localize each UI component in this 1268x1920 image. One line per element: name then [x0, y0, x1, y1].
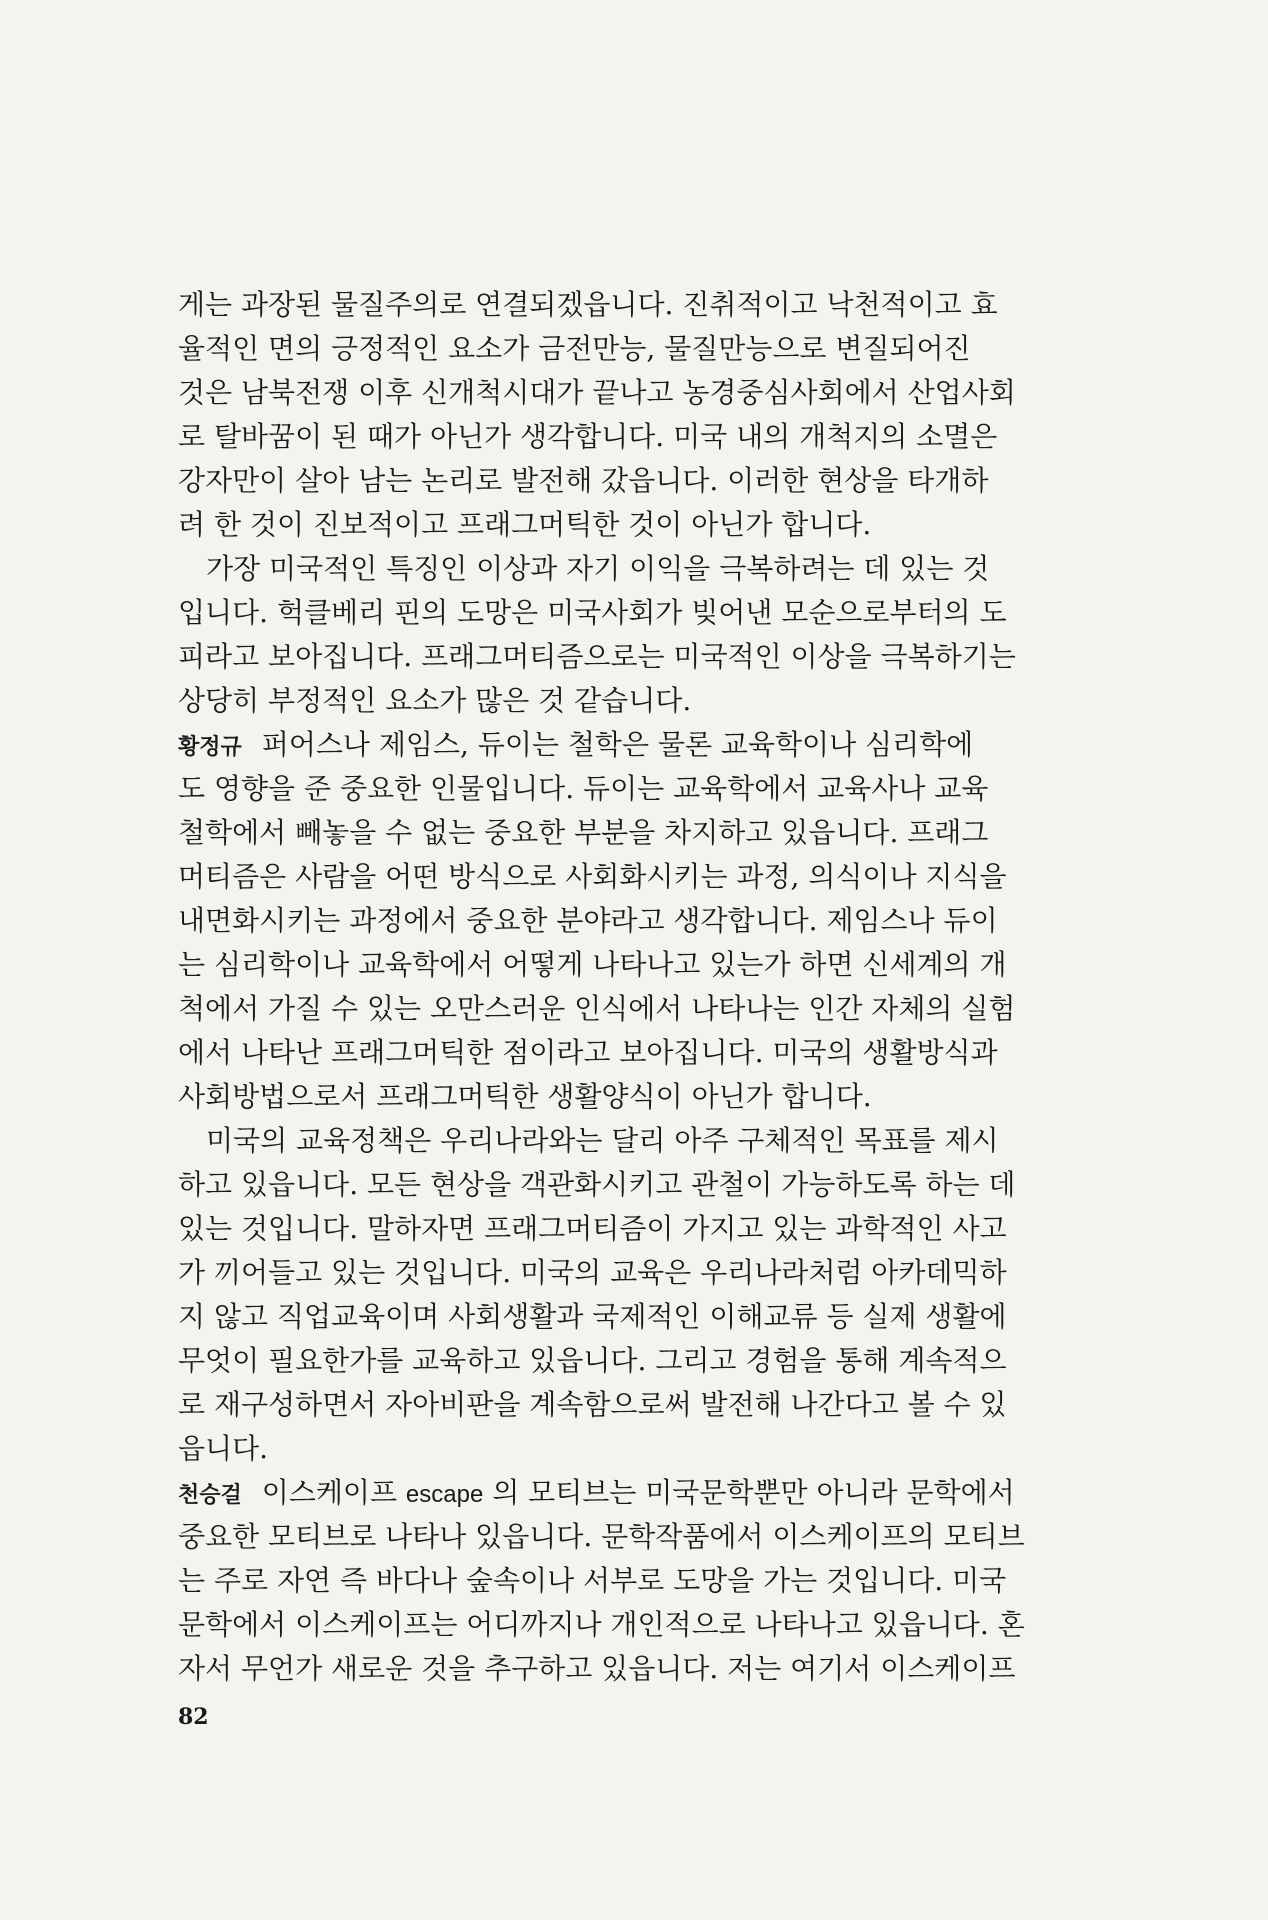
text-line: 는 심리학이나 교육학에서 어떻게 나타나고 있는가 하면 신세계의 개 [178, 948, 1007, 981]
text-line: 로 탈바꿈이 된 때가 아닌가 생각합니다. 미국 내의 개척지의 소멸은 [178, 420, 998, 453]
text-line: 머티즘은 사람을 어떤 방식으로 사회화시키는 과정, 의식이나 지식을 [178, 860, 1007, 893]
text-line: 사회방법으로서 프래그머틱한 생활양식이 아닌가 합니다. [178, 1080, 872, 1113]
paragraph-5 [178, 1471, 1140, 1691]
text-line: 자서 무언가 새로운 것을 추구하고 있읍니다. 저는 여기서 이스케이프 [178, 1652, 1016, 1685]
speaker-name: 황정규 [178, 735, 242, 760]
text-line: 읍니다. [178, 1432, 269, 1465]
text-line: 피라고 보아집니다. 프래그머티즘으로는 미국적인 이상을 극복하기는 [178, 640, 1016, 673]
text-line: 상당히 부정적인 요소가 많은 것 같습니다. [178, 684, 692, 717]
text-line: 율적인 면의 긍정적인 요소가 금전만능, 물질만능으로 변질되어진 [178, 332, 971, 365]
text-line: 는 주로 자연 즉 바다나 숲속이나 서부로 도망을 가는 것입니다. 미국 [178, 1564, 1007, 1597]
text-line: 가장 미국적인 특징인 이상과 자기 이익을 극복하려는 데 있는 것 [206, 552, 990, 585]
text-line: 하고 있읍니다. 모든 현상을 객관화시키고 관철이 가능하도록 하는 데 [178, 1168, 1016, 1201]
paragraph-4 [178, 1119, 1140, 1471]
paragraph-3 [178, 723, 1140, 1119]
text-line: 내면화시키는 과정에서 중요한 분야라고 생각합니다. 제임스나 듀이 [178, 904, 998, 937]
text-line: 퍼어스나 제임스, 듀이는 철학은 물론 교육학이나 심리학에 [261, 728, 974, 761]
text-line: 문학에서 이스케이프는 어디까지나 개인적으로 나타나고 있읍니다. 혼 [178, 1608, 1025, 1641]
text-line: 입니다. 헉클베리 핀의 도망은 미국사회가 빚어낸 모순으로부터의 도 [178, 596, 1007, 629]
text-line: 강자만이 살아 남는 논리로 발전해 갔읍니다. 이러한 현상을 타개하 [178, 464, 989, 497]
text-line: 게는 과장된 물질주의로 연결되겠읍니다. 진취적이고 낙천적이고 효 [178, 288, 998, 321]
text-line: 려 한 것이 진보적이고 프래그머틱한 것이 아닌가 합니다. [178, 508, 872, 541]
text-line: 도 영향을 준 중요한 인물입니다. 듀이는 교육학에서 교육사나 교육 [178, 772, 989, 805]
text-line: 로 재구성하면서 자아비판을 계속함으로써 발전해 나간다고 볼 수 있 [178, 1388, 1007, 1421]
text-line: 이스케이프 [261, 1476, 398, 1509]
speaker-line [178, 1471, 1140, 1515]
paragraph-2 [178, 547, 1140, 723]
paragraph-1 [178, 283, 1140, 547]
speaker-line [178, 723, 1140, 767]
text-line: 있는 것입니다. 말하자면 프래그머티즘이 가지고 있는 과학적인 사고 [178, 1212, 1007, 1245]
text-line: 척에서 가질 수 있는 오만스러운 인식에서 나타나는 인간 자체의 실험 [178, 992, 1016, 1025]
latin-term: escape [405, 1481, 484, 1508]
text-line: 가 끼어들고 있는 것입니다. 미국의 교육은 우리나라처럼 아카데믹하 [178, 1256, 1007, 1289]
text-line: 무엇이 필요한가를 교육하고 있읍니다. 그리고 경험을 통해 계속적으 [178, 1344, 1007, 1377]
speaker-name: 천승걸 [178, 1483, 242, 1508]
text-line: 중요한 모티브로 나타나 있읍니다. 문학작품에서 이스케이프의 모티브 [178, 1520, 1025, 1553]
text-line: 미국의 교육정책은 우리나라와는 달리 아주 구체적인 목표를 제시 [206, 1124, 999, 1157]
text-line: 의 모티브는 미국문학뿐만 아니라 문학에서 [492, 1476, 1015, 1509]
text-line: 철학에서 빼놓을 수 없는 중요한 부분을 차지하고 있읍니다. 프래그 [178, 816, 989, 849]
text-line: 지 않고 직업교육이며 사회생활과 국제적인 이해교류 등 실제 생활에 [178, 1300, 1007, 1333]
page-number: 82 [178, 1704, 209, 1730]
text-line: 것은 남북전쟁 이후 신개척시대가 끝나고 농경중심사회에서 산업사회 [178, 376, 1016, 409]
body-text [178, 283, 1140, 1691]
text-line: 에서 나타난 프래그머틱한 점이라고 보아집니다. 미국의 생활방식과 [178, 1036, 998, 1069]
